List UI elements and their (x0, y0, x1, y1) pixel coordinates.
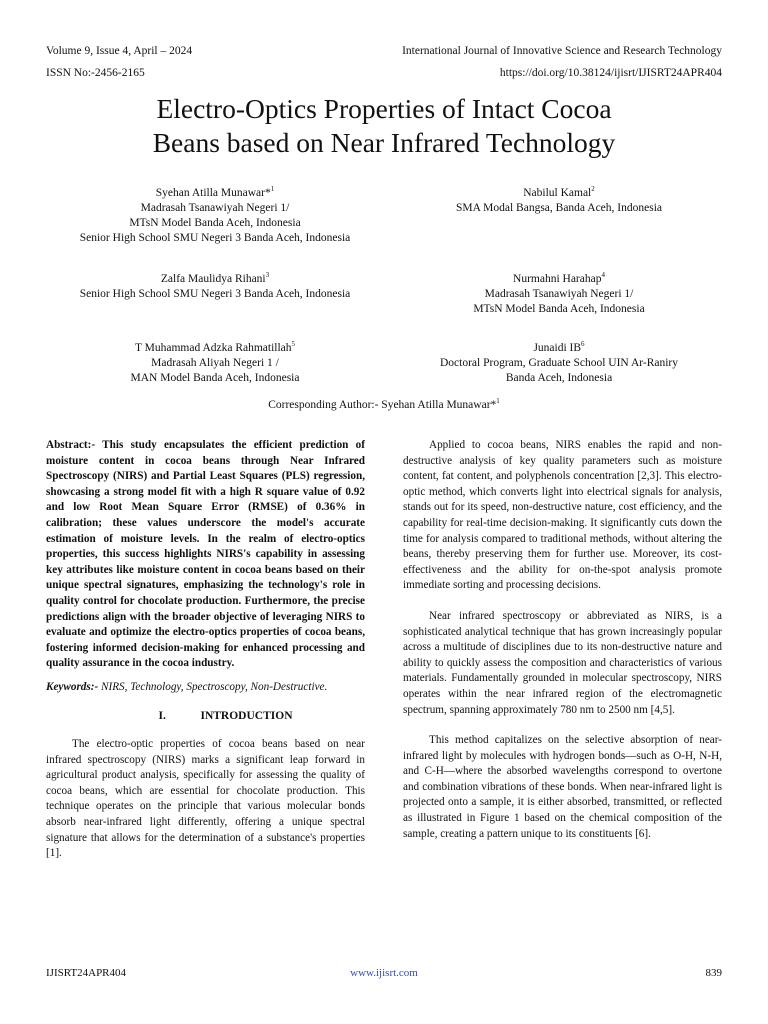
author-name: T Muhammad Adzka Rahmatillah (134, 342, 292, 354)
section-number: I. (158, 709, 166, 722)
corresponding-author-text: Corresponding Author:- Syehan Atilla Munawar* (268, 399, 497, 411)
author-affiliation: Madrasah Tsanawiyah Negeri 1/ (140, 202, 290, 214)
author-affiliation: Doctoral Program, Graduate School UIN Ar-Raniry (439, 357, 678, 369)
intro-paragraph: The electro-optic properties of cocoa beans based on near infrared spectroscopy (NIRS) marks a significant leap forward in agricultural product analysis, specifically for assessing the quality of cocoa beans, which are essential for chocolate production. This technique operates on the principle that various molecular bonds absorb near-infrared light differently, offering a unique spectral signature that allows for the determination of a substance's properties [1]. (46, 738, 365, 860)
paper-title (40, 92, 728, 160)
paragraph-1: Applied to cocoa beans, NIRS enables the rapid and non-destructive analysis of key quality parameters such as moisture content, fat content, and polyphenols concentration [2,3]. This electro-optic method, which converts light into electrical signals for analysis, stands out for its speed, non-destructive nature, cost efficiency, and the capability for real-time decision-making. It significantly cuts down the time for analysis compared to traditional methods, without altering the beans, thereby preserving them for further use. Moreover, its cost-effectiveness and the ability for on-the-spot analysis promote immediate sorting and processing decisions. (403, 439, 722, 592)
footer-site-link[interactable]: www.ijisrt.com (350, 967, 418, 979)
author-name: Nabilul Kamal (523, 187, 592, 199)
author-block-4 (398, 272, 720, 317)
abstract-label: Abstract:- (46, 439, 96, 451)
footer-code: IJISRT24APR404 (46, 967, 127, 979)
title-line-2: Beans based on Near Infrared Technology (152, 127, 616, 158)
page-number: 839 (705, 967, 722, 979)
author-name: Nurmahni Harahap (513, 273, 602, 285)
right-column (403, 438, 722, 842)
author-affiliation: MTsN Model Banda Aceh, Indonesia (129, 217, 301, 229)
abstract-text: This study encapsulates the efficient prediction of moisture content in cocoa beans through Near Infrared Spectroscopy (NIRS) and Partial Least Squares (PLS) regression, showcasing a strong model fit with a high R square value of 0.92 and low Root Mean Square Error (RMSE) of 0.36% in calibration; these values underscore the model's accurate estimation of moisture levels. In the realm of electro-optics properties, this success highlights NIRS's capability in assessing key attributes like moisture content in cocoa beans based on their unique spectral signatures, emphasizing the technology's role in quality control for chocolate production. Furthermore, the precise predictions align with the broader objective of leveraging NIRS to evaluate and optimize the electro-optics properties of cocoa beans, fostering informed decision-making for enhanced processing and quality assurance in the cocoa industry. (46, 439, 365, 670)
keywords-text: NIRS, Technology, Spectroscopy, Non-Destructive. (98, 680, 328, 693)
section-title: INTRODUCTION (200, 709, 293, 722)
corresponding-author (40, 398, 728, 413)
title-line-1: Electro-Optics Properties of Intact Cocoa (156, 93, 612, 124)
author-sup: 2 (591, 185, 595, 194)
doi-link[interactable]: https://doi.org/10.38124/ijisrt/IJISRT24APR404 (499, 67, 722, 79)
author-block-3 (40, 272, 390, 302)
corresponding-author-sup: 1 (496, 397, 500, 406)
author-affiliation: Madrasah Aliyah Negeri 1 / (151, 357, 279, 369)
volume-issue: Volume 9, Issue 4, April – 2024 (46, 45, 193, 57)
author-block-6 (398, 341, 720, 386)
issn: ISSN No:-2456-2165 (46, 67, 145, 79)
author-name: Zalfa Maulidya Rihani (160, 273, 266, 285)
author-block-2 (398, 186, 720, 216)
section-heading (46, 709, 365, 725)
author-affiliation: Senior High School SMU Negeri 3 Banda Aceh, Indonesia (79, 232, 351, 244)
paragraph-2: Near infrared spectroscopy or abbreviated as NIRS, is a sophisticated analytical technique that has grown increasingly popular across a multitude of disciplines due to its non-destructive nature and ability to quickly assess the composition and characteristics of various materials. Fundamentally grounded in molecular spectroscopy, NIRS operates within the near infrared region of the electromagnetic spectrum, spanning approximately 780 nm to 2500 nm [4,5]. (403, 609, 722, 716)
author-block-5 (40, 341, 390, 386)
left-column (46, 438, 365, 862)
author-affiliation: MTsN Model Banda Aceh, Indonesia (473, 303, 645, 315)
keywords-label: Keywords:- (46, 680, 99, 693)
author-sup: 5 (291, 340, 296, 349)
keywords (46, 680, 365, 696)
author-sup: 3 (265, 271, 270, 280)
author-sup: 6 (581, 340, 585, 349)
journal-name: International Journal of Innovative Science and Research Technology (402, 45, 722, 57)
author-name: Syehan Atilla Munawar* (155, 187, 271, 199)
author-affiliation: Madrasah Tsanawiyah Negeri 1/ (484, 288, 634, 300)
author-block-1 (40, 186, 390, 246)
author-affiliation: Senior High School SMU Negeri 3 Banda Aceh, Indonesia (79, 288, 351, 300)
author-affiliation: SMA Modal Bangsa, Banda Aceh, Indonesia (455, 202, 662, 214)
abstract (46, 438, 365, 672)
author-sup: 1 (270, 185, 275, 194)
author-affiliation: MAN Model Banda Aceh, Indonesia (130, 372, 300, 384)
paragraph-3: This method capitalizes on the selective absorption of near-infrared light by molecules with hydrogen bonds—such as O-H, N-H, and C-H—where the absorbed wavelengths correspond to overtone and combination vibrations of these bonds. When near-infrared light is projected onto a sample, it is either absorbed, transmitted, or reflected as illustrated in Figure 1 based on the chemical composition of the sample, creating a pattern unique to its constituents [6]. (403, 734, 722, 840)
author-name: Junaidi IB (533, 342, 582, 354)
author-affiliation: Banda Aceh, Indonesia (505, 372, 613, 384)
author-sup: 4 (601, 271, 605, 280)
